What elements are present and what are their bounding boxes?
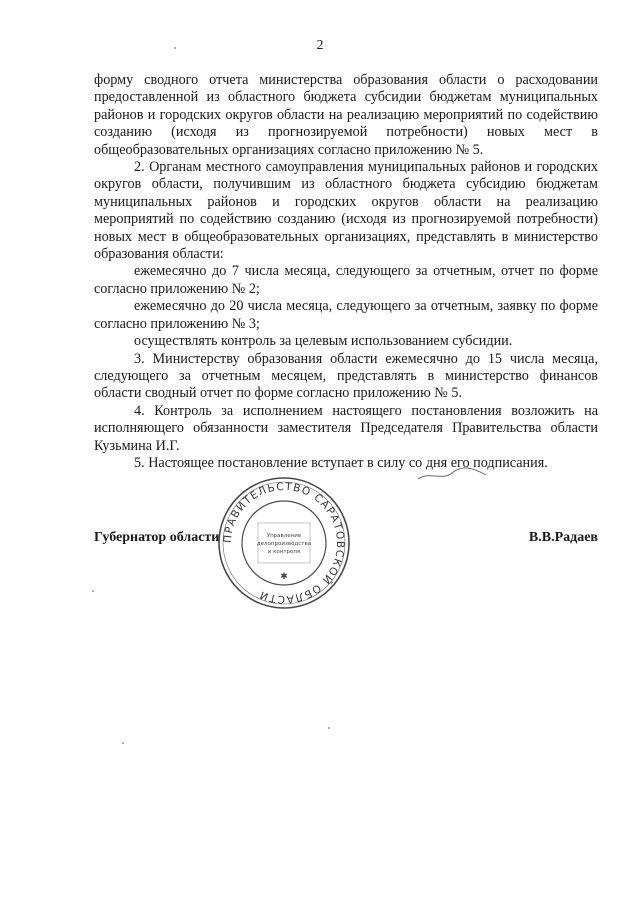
paragraph-3: 3. Министерству образования области ежемесячно до 15 числа месяца, следующего за отчетным месяцем, представлять в министерство финансов области сводный отчет по форме согласно приложению № 5.: [94, 350, 598, 402]
official-seal-stamp: [216, 475, 352, 611]
paragraph-1-continued: форму сводного отчета министерства образования области о расходовании предоставленной из областного бюджета субсидии бюджетам муниципальных районов и городских округов области на реализацию мероприятий по содействию созданию (исходя из прогнозируемой потребности) новых мест в общеобразовательных организациях согласно приложению № 5.: [94, 72, 598, 158]
paragraph-2: 2. Органам местного самоуправления муниципальных районов и городских округов области, получившим из областного бюджета субсидию бюджетам муниципальных районов и городских округов области на реализацию мероприятий по содействию созданию (исходя из прогнозируемой потребности) новых мест в общеобразовательных организациях, представлять в министерство образования области:: [94, 159, 598, 263]
page-number: 2: [316, 38, 324, 53]
seal-center-line: делопроизводства: [256, 541, 312, 547]
paragraph-2-item-3: осуществлять контроль за целевым использованием субсидии.: [134, 333, 513, 350]
paragraph-4: 4. Контроль за исполнением настоящего постановления возложить на исполняющего обязанности заместителя Председателя Правительства области Кузьмина И.Г.: [94, 402, 598, 454]
signatory-title: Губернатор области: [94, 530, 220, 545]
seal-center-line: и контроля: [267, 549, 301, 555]
paragraph-2-item-1: ежемесячно до 7 числа месяца, следующего за отчетным, отчет по форме согласно приложению № 2;: [94, 263, 598, 297]
document-body: [94, 72, 598, 472]
seal-ring-text: ПРАВИТЕЛЬСТВО САРАТОВСКОЙ ОБЛАСТИ: [221, 480, 347, 606]
seal-center-line: Управление: [266, 533, 302, 539]
handwritten-signature: [412, 463, 492, 485]
paragraph-2-item-2: ежемесячно до 20 числа месяца, следующего за отчетным, заявку по форме согласно приложению № 3;: [94, 298, 598, 332]
signatory-name: В.В.Радаев: [528, 530, 598, 545]
paragraph-5: 5. Настоящее постановление вступает в силу со дня его подписания.: [134, 454, 548, 471]
seal-star-icon: ✱: [280, 571, 288, 581]
